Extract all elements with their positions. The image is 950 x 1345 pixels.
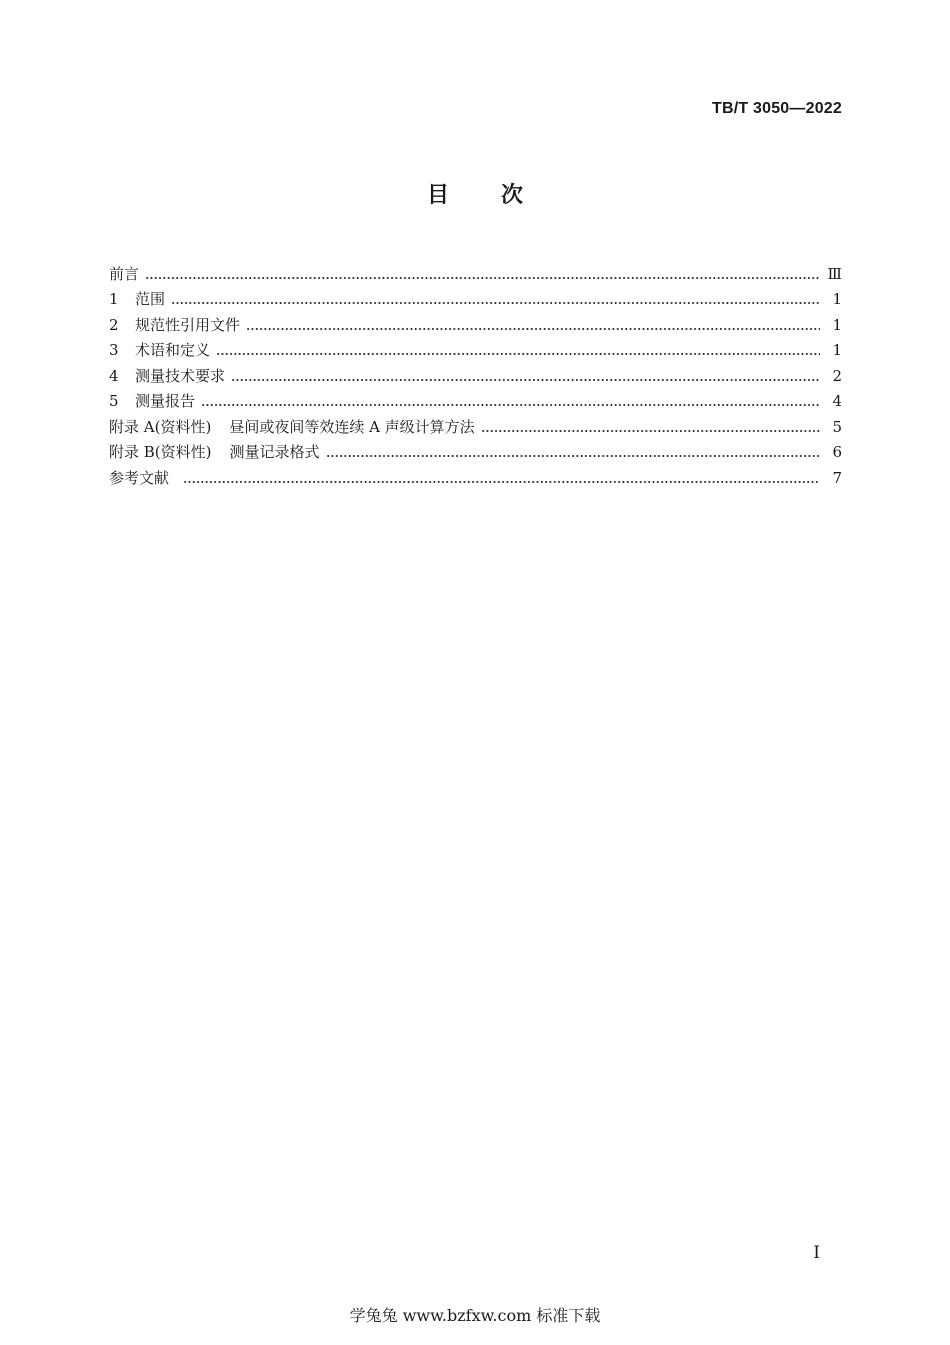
- page-number: I: [813, 1243, 820, 1263]
- toc-entry-appendix-prefix: 附录 A(资料性): [109, 417, 212, 436]
- toc-entry-number: 1: [109, 290, 119, 308]
- toc-entry-page: 1: [832, 315, 842, 334]
- toc-entry-appendix-prefix: 附录 B(资料性): [109, 443, 212, 461]
- dot-leader: [326, 455, 820, 457]
- dot-leader: [183, 481, 820, 483]
- toc-entry-label: 参考文献: [109, 468, 170, 487]
- dot-leader: [171, 302, 820, 304]
- toc-entry-label: 术语和定义: [135, 341, 211, 359]
- dot-leader: [481, 430, 820, 432]
- toc-entry-number: 5: [109, 392, 119, 410]
- toc-entry-label: 测量报告: [135, 392, 196, 410]
- toc-entry-page: 1: [832, 341, 842, 359]
- toc-entry-page: 5: [832, 417, 842, 436]
- toc-entry-page: 1: [832, 290, 842, 308]
- toc-entry-label: 测量技术要求: [135, 366, 226, 385]
- toc-entry-label: 昼间或夜间等效连续 A 声级计算方法: [229, 417, 475, 436]
- toc-entry-terms-definitions[interactable]: [109, 334, 842, 360]
- toc-entry-label: 前言: [109, 264, 140, 283]
- toc-entry-foreword[interactable]: [109, 257, 842, 283]
- toc-entry-number: 3: [109, 341, 119, 359]
- toc-entry-page: 6: [832, 443, 842, 461]
- toc-entry-normative-references[interactable]: [109, 308, 842, 334]
- toc-title: [0, 178, 950, 209]
- dot-leader: [231, 379, 820, 381]
- toc-entry-measurement-report[interactable]: [109, 385, 842, 411]
- toc-entry-label: 测量记录格式: [229, 443, 320, 461]
- toc-entry-number: 2: [109, 315, 119, 334]
- toc-entry-appendix-a[interactable]: [109, 410, 842, 436]
- watermark-text: 学兔兔 www.bzfxw.com 标准下载: [349, 1306, 601, 1325]
- toc-entry-page: 4: [832, 392, 842, 410]
- toc-entry-scope[interactable]: [109, 283, 842, 309]
- dot-leader: [201, 404, 820, 406]
- toc-title-char-2: 次: [501, 183, 524, 208]
- toc-entry-appendix-b[interactable]: [109, 436, 842, 462]
- table-of-contents: [109, 257, 842, 487]
- standard-code: TB/T 3050—2022: [712, 100, 842, 117]
- toc-entry-number: 4: [109, 366, 119, 385]
- toc-entry-label: 规范性引用文件: [135, 315, 241, 334]
- dot-leader: [216, 353, 820, 355]
- dot-leader: [145, 277, 820, 279]
- toc-entry-label: 范围: [135, 290, 166, 308]
- toc-entry-bibliography[interactable]: [109, 461, 842, 487]
- toc-entry-measurement-requirements[interactable]: [109, 359, 842, 385]
- toc-entry-page: 7: [832, 468, 842, 487]
- toc-entry-page: Ⅲ: [827, 264, 842, 283]
- dot-leader: [246, 328, 820, 330]
- toc-title-char-1: 目: [426, 183, 449, 208]
- toc-entry-page: 2: [832, 366, 842, 385]
